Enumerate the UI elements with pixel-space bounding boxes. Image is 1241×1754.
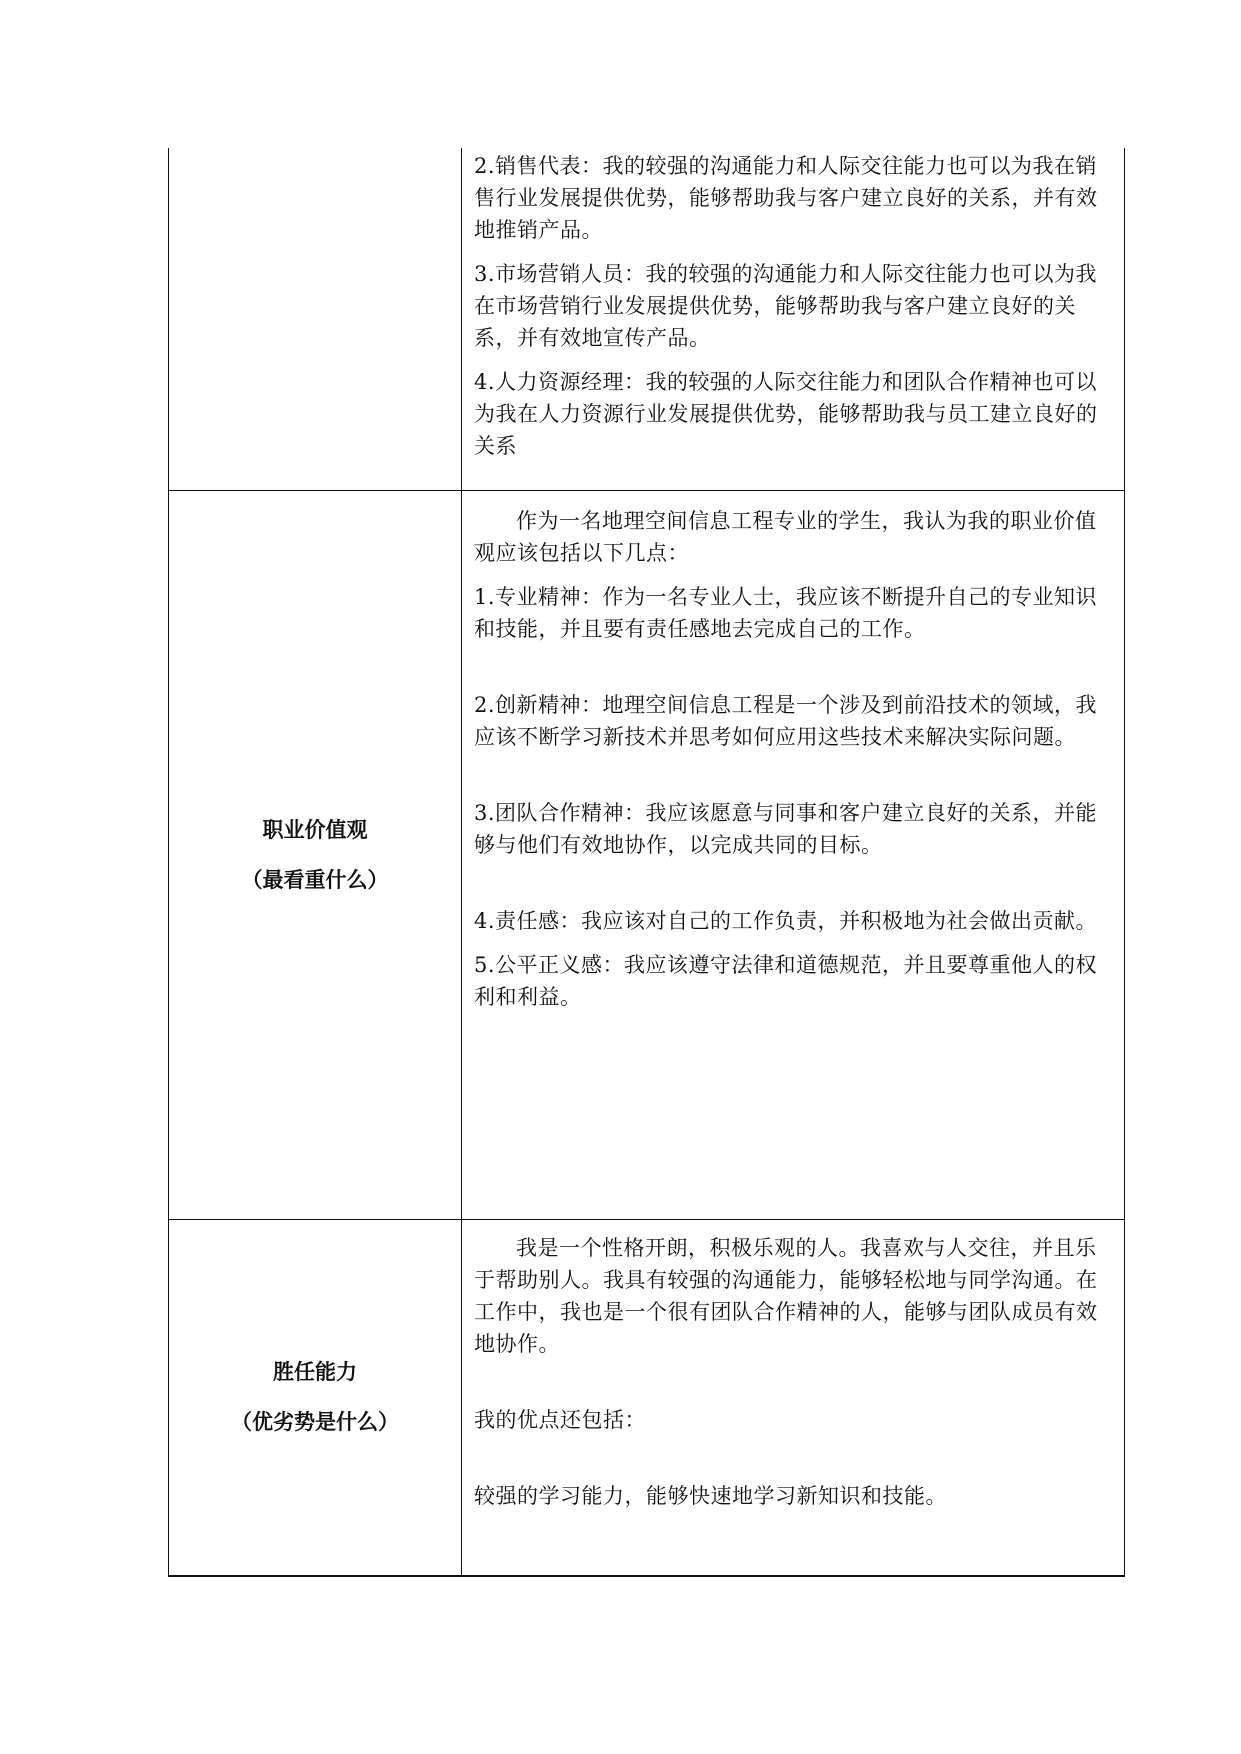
competence-point: 较强的学习能力，能够快速地学习新知识和技能。 bbox=[474, 1483, 947, 1508]
row-label-title: 胜任能力 bbox=[273, 1360, 357, 1385]
table-row bbox=[169, 148, 1125, 490]
competence-intro: 我是一个性格开朗，积极乐观的人。我喜欢与人交往，并且乐于帮助别人。我具有较强的沟通能力，能够轻松地与同学沟通。在工作中，我也是一个很有团队合作精神的人，能够与团队成员有效地协作。 bbox=[474, 1235, 1098, 1356]
empty-label-cell bbox=[169, 148, 462, 490]
values-item: 4.责任感：我应该对自己的工作负责，并积极地为社会做出贡献。 bbox=[474, 908, 1098, 933]
paragraph-marketing: 3.市场营销人员：我的较强的沟通能力和人际交往能力也可以为我在市场营销行业发展提供优势，能够帮助我与客户建立良好的关系，并有效地宣传产品。 bbox=[474, 262, 1098, 350]
paragraph-sales-rep: 2.销售代表：我的较强的沟通能力和人际交往能力也可以为我在销售行业发展提供优势，能够帮助我与客户建立良好的关系，并有效地推销产品。 bbox=[474, 154, 1098, 242]
label-cell-values bbox=[169, 490, 462, 1219]
row-label-title: 职业价值观 bbox=[262, 817, 368, 842]
label-cell-competence bbox=[169, 1219, 462, 1576]
row-label-subtitle: （优劣势是什么） bbox=[231, 1410, 399, 1435]
values-item: 5.公平正义感：我应该遵守法律和道德规范，并且要尊重他人的权利和利益。 bbox=[474, 952, 1098, 1009]
values-item: 3.团队合作精神：我应该愿意与同事和客户建立良好的关系，并能够与他们有效地协作，以完成共同的目标。 bbox=[474, 800, 1098, 857]
values-item: 1.专业精神：作为一名专业人士，我应该不断提升自己的专业知识和技能，并且要有责任感地去完成自己的工作。 bbox=[474, 584, 1098, 641]
career-planning-table bbox=[168, 148, 1125, 1577]
paragraph-hr-manager: 4.人力资源经理：我的较强的人际交往能力和团队合作精神也可以为我在人力资源行业发展提供优势，能够帮助我与员工建立良好的关系 bbox=[474, 370, 1098, 458]
competence-subhead: 我的优点还包括： bbox=[474, 1407, 646, 1432]
content-cell-values bbox=[462, 490, 1125, 1219]
values-item: 2.创新精神：地理空间信息工程是一个涉及到前沿技术的领域，我应该不断学习新技术并思考如何应用这些技术来解决实际问题。 bbox=[474, 692, 1098, 749]
values-intro: 作为一名地理空间信息工程专业的学生，我认为我的职业价值观应该包括以下几点： bbox=[474, 508, 1097, 565]
row-label-subtitle: （最看重什么） bbox=[241, 867, 389, 892]
table-row bbox=[169, 1219, 1125, 1576]
content-cell bbox=[462, 148, 1125, 490]
table-row bbox=[169, 490, 1125, 1219]
content-cell-competence bbox=[462, 1219, 1125, 1576]
